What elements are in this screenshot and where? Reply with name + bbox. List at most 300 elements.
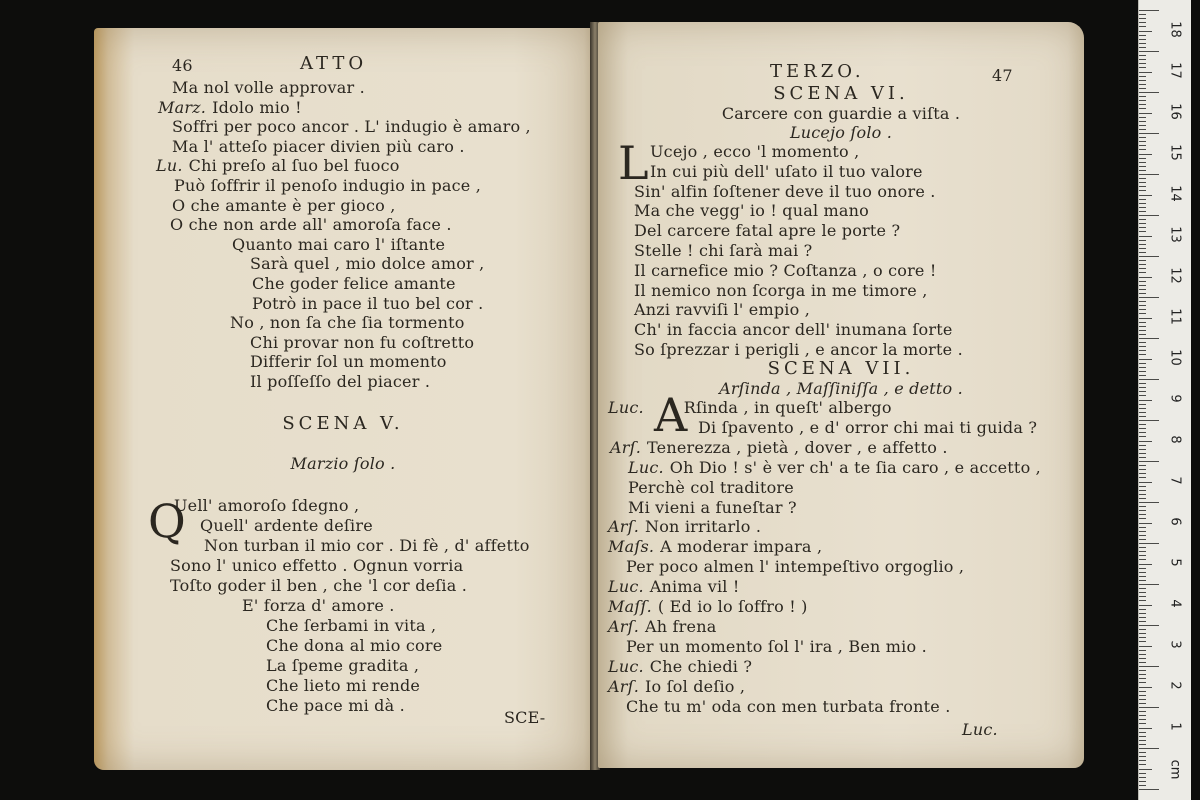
verse-line [634,241,812,261]
verse-text: Sarà quel , mio dolce amor , [250,254,485,274]
running-header-left: ATTO [300,53,368,74]
ruler-tick [1139,395,1146,396]
verse-text: Il poſſeſſo del piacer . [250,372,431,391]
ruler-tick [1139,326,1146,327]
ruler-tick [1139,637,1146,638]
ruler-tick [1139,785,1146,786]
verse-line [200,516,373,536]
ruler-tick [1139,477,1146,478]
ruler-tick [1139,174,1159,175]
speaker-label: Marz. [158,97,207,117]
verse-line [174,176,481,196]
verse-line [634,300,810,320]
verse-line [628,498,797,518]
ruler-tick [1139,272,1146,273]
ruler-tick [1139,158,1146,159]
verse-text: Idolo mio ! [212,97,302,117]
ruler-tick [1139,531,1146,532]
ruler-tick [1139,650,1146,651]
ruler-tick [1139,695,1146,696]
ruler-tick [1139,268,1146,269]
ruler-tick [1139,67,1146,68]
verse-line [626,557,964,577]
scene-heading-7: SCENA VII. [767,358,915,379]
ruler-tick [1139,687,1152,688]
verse-text: Che lieto mi rende [266,676,421,695]
ruler-tick [1139,609,1146,610]
ruler-tick [1139,613,1146,614]
verse-text: O che non arde all' amoroſa face . [170,215,452,235]
verse-text: Quell' ardente deſire [200,516,373,535]
ruler-tick [1139,149,1146,150]
ruler-tick [1139,100,1146,101]
ruler-tick [1139,182,1146,183]
ruler-number: 4 [1167,599,1183,608]
ruler-tick [1139,289,1146,290]
speaker-label: Luc. [608,398,644,417]
ruler-tick [1139,141,1146,142]
verse-line [172,196,396,216]
verse-line [172,78,365,98]
running-header-right: TERZO. [770,61,865,82]
ruler-tick [1139,736,1146,737]
ruler-tick [1139,256,1159,257]
ruler-number: 7 [1167,476,1183,485]
verse-text: In cui più dell' uſato il tuo valore [650,161,923,181]
ruler-tick [1139,580,1146,581]
ruler-tick [1139,777,1146,778]
ruler-tick [1139,502,1159,503]
ruler-tick [1139,240,1146,241]
ruler-tick [1139,711,1146,712]
ruler-tick [1139,559,1146,560]
speaker-label: Arſ. [608,676,640,696]
ruler-tick [1139,543,1159,544]
ruler-tick [1139,494,1146,495]
ruler-tick [1139,600,1146,601]
verse-text: Anima vil ! [649,577,740,597]
ruler-tick [1139,346,1146,347]
ruler-tick [1139,207,1146,208]
verse-text: So ſprezzar i perigli , e ancor la morte . [634,340,963,359]
ruler-tick [1139,154,1152,155]
ruler-tick [1139,658,1146,659]
ruler-tick [1139,236,1152,237]
ruler-tick [1139,773,1146,774]
ruler-tick [1139,354,1146,355]
ruler-tick [1139,186,1146,187]
ruler-tick [1139,764,1146,765]
ruler-tick [1139,592,1146,593]
ruler-tick [1139,199,1146,200]
ruler-tick [1139,527,1146,528]
ruler-tick [1139,535,1146,536]
ruler-tick [1139,691,1146,692]
ruler-tick [1139,10,1159,11]
ruler-tick [1139,436,1146,437]
ruler-tick [1139,108,1146,109]
verse-line [170,215,452,235]
ruler-tick [1139,715,1146,716]
verse-text: Può ſoffrir il penoſo indugio in pace , [174,176,482,195]
ruler-tick [1139,260,1146,261]
ruler-tick [1139,162,1146,163]
ruler-tick [1139,646,1152,647]
verse-line [230,313,465,333]
ruler-tick [1139,195,1152,196]
ruler-tick [1139,137,1146,138]
verse-line [608,537,822,557]
verse-text: Non irritarlo . [645,517,762,537]
speaker-label: Arſ. [608,616,640,636]
ruler-tick [1139,35,1146,36]
ruler-tick [1139,26,1146,27]
ruler-tick [1139,781,1146,782]
ruler-tick [1139,219,1146,220]
verse-line [650,162,923,182]
ruler-tick [1139,514,1146,515]
speaker-label: Lu. [156,156,183,176]
scene-characters-7: Arſinda , Maſſiniſſa , e detto . [719,379,963,398]
verse-text: Chi preſo al ſuo bel fuoco [188,156,400,176]
ruler-tick [1139,264,1146,265]
ruler-tick [1139,322,1146,323]
verse-text: La ſpeme gradita , [266,656,420,675]
ruler-tick [1139,666,1159,667]
ruler-tick [1139,506,1146,507]
ruler-tick [1139,760,1146,761]
verse-text: Oh Dio ! s' è ver ch' a te ſia caro , e accetto , [669,457,1041,477]
verse-text: Quanto mai caro l' iſtante [232,234,446,254]
ruler-tick [1139,367,1146,368]
verse-text: No , non ſa che ſia tormento [230,313,465,333]
ruler-tick [1139,482,1152,483]
verse-text: Perchè col traditore [628,477,794,497]
ruler-number: 18 [1167,21,1183,38]
verse-text: Uell' amoroſo ſdegno , [174,496,360,515]
ruler-tick [1139,432,1146,433]
verse-line [172,137,465,157]
ruler-tick [1139,682,1146,683]
verse-line [626,697,951,717]
verse-line [634,281,928,301]
ruler-tick [1139,670,1146,671]
verse-text: Che goder felice amante [252,274,456,293]
ruler-tick [1139,555,1146,556]
ruler-tick [1139,617,1146,618]
ruler-tick [1139,486,1146,487]
ruler-tick [1139,424,1146,425]
ruler-tick [1139,14,1146,15]
verse-text: Ma che vegg' io ! qual mano [634,201,869,221]
ruler-tick [1139,342,1146,343]
verse-line [634,320,953,340]
ruler-tick [1139,568,1146,569]
verse-line [232,235,445,255]
measurement-ruler [1138,0,1191,800]
ruler-tick [1139,539,1146,540]
ruler-tick [1139,211,1146,212]
verse-line [608,398,892,418]
ruler-tick [1139,371,1146,372]
ruler-tick [1139,752,1146,753]
dropcap-a: A [654,388,688,442]
verse-text: Ucejo , ecco 'l momento , [650,142,860,161]
ruler-tick [1139,518,1146,519]
verse-text: Rſinda , in queſt' albergo [683,398,892,417]
ruler-tick [1139,416,1146,417]
verse-text: Del carcere fatal apre le porte ? [634,221,901,241]
verse-text: Di ſpavento , e d' orror chi mai ti guida ? [698,417,1038,437]
speaker-label: Maſs. [608,537,655,557]
ruler-tick [1139,588,1146,589]
verse-text: Ch' in faccia ancor dell' inumana ſorte [634,320,953,340]
ruler-tick [1139,564,1152,565]
ruler-number: 9 [1167,394,1183,403]
ruler-tick [1139,190,1146,191]
verse-line [204,536,530,556]
verse-line [634,221,900,241]
verse-line [634,261,937,281]
ruler-tick [1139,596,1146,597]
ruler-tick [1139,728,1152,729]
ruler-tick [1139,318,1152,319]
verse-text: Chi provar non fu coſtretto [250,332,475,352]
ruler-tick [1139,551,1146,552]
verse-text: Per un momento ſol l' ira , Ben mio . [626,636,927,656]
scene-heading-6: SCENA VI. [773,83,909,104]
ruler-tick [1139,330,1146,331]
ruler-tick [1139,375,1146,376]
ruler-tick [1139,363,1146,364]
ruler-tick [1139,469,1146,470]
verse-text: Che ſerbami in vita , [266,616,437,635]
ruler-tick [1139,166,1146,167]
ruler-tick [1139,88,1146,89]
page-number-left: 46 [172,56,193,75]
verse-text: Differir ſol un momento [250,352,447,372]
scene-character-6: Lucejo ſolo . [789,123,893,142]
ruler-tick [1139,277,1152,278]
ruler-tick [1139,72,1152,73]
ruler-tick [1139,490,1146,491]
ruler-tick [1139,547,1146,548]
page-number-right: 47 [992,66,1013,85]
verse-line [170,576,467,596]
ruler-tick [1139,301,1146,302]
ruler-tick [1139,420,1159,421]
ruler-number: 12 [1167,267,1183,284]
ruler-number: 11 [1167,308,1183,325]
ruler-tick [1139,400,1152,401]
ruler-tick [1139,584,1159,585]
ruler-tick [1139,215,1159,216]
ruler-number: 6 [1167,517,1183,526]
ruler-tick [1139,391,1146,392]
verse-line [170,556,463,576]
ruler-number: 15 [1167,144,1183,161]
ruler-tick [1139,313,1146,314]
ruler-tick [1139,383,1146,384]
ruler-tick [1139,498,1146,499]
ruler-tick [1139,699,1146,700]
ruler-number: 2 [1167,681,1183,690]
ruler-tick [1139,449,1146,450]
ruler-tick [1139,359,1152,360]
ruler-tick [1139,629,1146,630]
scene-heading-5: SCENA V. [282,413,404,434]
verse-line [628,458,1041,478]
ruler-tick [1139,285,1146,286]
left-page [94,28,592,770]
verse-text: Toſto goder il ben , che 'l cor deſia . [170,576,468,595]
ruler-tick [1139,428,1146,429]
ruler-tick [1139,227,1146,228]
ruler-tick [1139,293,1146,294]
ruler-number: 8 [1167,435,1183,444]
ruler-tick [1139,457,1146,458]
ruler-tick [1139,80,1146,81]
ruler-number: 16 [1167,103,1183,120]
ruler-tick [1139,18,1146,19]
ruler-tick [1139,125,1146,126]
ruler-tick [1139,740,1146,741]
verse-line [634,182,936,202]
ruler-tick [1139,350,1146,351]
ruler-tick [1139,31,1152,32]
ruler-tick [1139,633,1146,634]
ruler-number: 13 [1167,226,1183,243]
ruler-tick [1139,252,1146,253]
ruler-tick [1139,748,1159,749]
ruler-tick [1139,84,1146,85]
verse-line [250,352,447,372]
ruler-tick [1139,445,1146,446]
verse-text: Io ſol deſio , [645,676,746,696]
verse-line [608,677,745,697]
ruler-tick [1139,641,1146,642]
verse-line [156,156,400,176]
ruler-tick [1139,605,1152,606]
ruler-tick [1139,117,1146,118]
ruler-tick [1139,461,1159,462]
ruler-unit: cm [1167,759,1183,780]
verse-text: O che amante è per gioco , [172,195,396,215]
verse-line [252,274,456,294]
verse-line [698,418,1037,438]
verse-line [608,597,808,617]
verse-line [172,117,531,137]
ruler-tick [1139,129,1146,130]
ruler-tick [1139,723,1146,724]
verse-text: Che dona al mio core [266,636,443,655]
verse-line [174,496,359,516]
ruler-tick [1139,404,1146,405]
ruler-tick [1139,55,1146,56]
ruler-tick [1139,297,1159,298]
ruler-tick [1139,22,1146,23]
verse-line [266,616,436,636]
ruler-tick [1139,441,1152,442]
ruler-tick [1139,203,1146,204]
ruler-tick [1139,121,1146,122]
speaker-label: Arſ. [610,437,642,457]
verse-line [266,636,442,656]
verse-text: Che pace mi dà . [266,696,405,715]
ruler-tick [1139,576,1146,577]
ruler-tick [1139,719,1146,720]
verse-text: Ah frena [645,616,717,636]
ruler-tick [1139,47,1146,48]
ruler-tick [1139,334,1146,335]
verse-text: Stelle ! chi ſarà mai ? [634,241,813,260]
ruler-tick [1139,662,1146,663]
ruler-tick [1139,63,1146,64]
verse-line [266,696,405,716]
ruler-tick [1139,92,1159,93]
ruler-tick [1139,744,1146,745]
ruler-tick [1139,408,1146,409]
ruler-tick [1139,51,1159,52]
ruler-tick [1139,387,1146,388]
ruler-tick [1139,178,1146,179]
verse-line [634,340,963,360]
ruler-tick [1139,453,1146,454]
ruler-tick [1139,309,1146,310]
ruler-number: 14 [1167,185,1183,202]
verse-text: Potrò in pace il tuo bel cor . [252,293,484,313]
verse-text: E' forza d' amore . [242,596,395,615]
verse-text: Il nemico non ſcorga in me timore , [634,280,928,300]
verse-text: Tenerezza , pietà , dover , e affetto . [647,437,948,457]
ruler-tick [1139,223,1146,224]
ruler-tick [1139,465,1146,466]
ruler-tick [1139,170,1146,171]
ruler-tick [1139,133,1159,134]
ruler-tick [1139,338,1159,339]
ruler-tick [1139,145,1146,146]
speaker-label: Arſ. [608,517,640,537]
ruler-number: 10 [1167,349,1183,366]
verse-line [610,438,948,458]
dropcap-l: L [618,136,649,190]
scene-setting-6: Carcere con guardie a viſta . [721,104,961,123]
ruler-tick [1139,674,1146,675]
verse-text: Sin' alfin ſoſtener deve il tuo onore . [634,181,936,201]
ruler-tick [1139,707,1159,708]
verse-text: Anzi ravviſi l' empio , [634,300,811,320]
ruler-tick [1139,678,1146,679]
ruler-tick [1139,39,1146,40]
ruler-tick [1139,305,1146,306]
verse-line [650,142,859,162]
ruler-tick [1139,510,1146,511]
verse-line [266,676,420,696]
ruler-tick [1139,756,1146,757]
verse-line [634,201,869,221]
ruler-tick [1139,379,1159,380]
verse-line [628,478,794,498]
ruler-tick [1139,769,1152,770]
verse-line [266,656,419,676]
verse-text: Ma nol volle approvar . [172,78,365,97]
ruler-tick [1139,96,1146,97]
verse-text: Che chiedi ? [649,656,753,676]
ruler-tick [1139,43,1146,44]
verse-text: Mi vieni a funeſtar ? [628,497,797,517]
ruler-tick [1139,76,1146,77]
ruler-number: 5 [1167,558,1183,567]
